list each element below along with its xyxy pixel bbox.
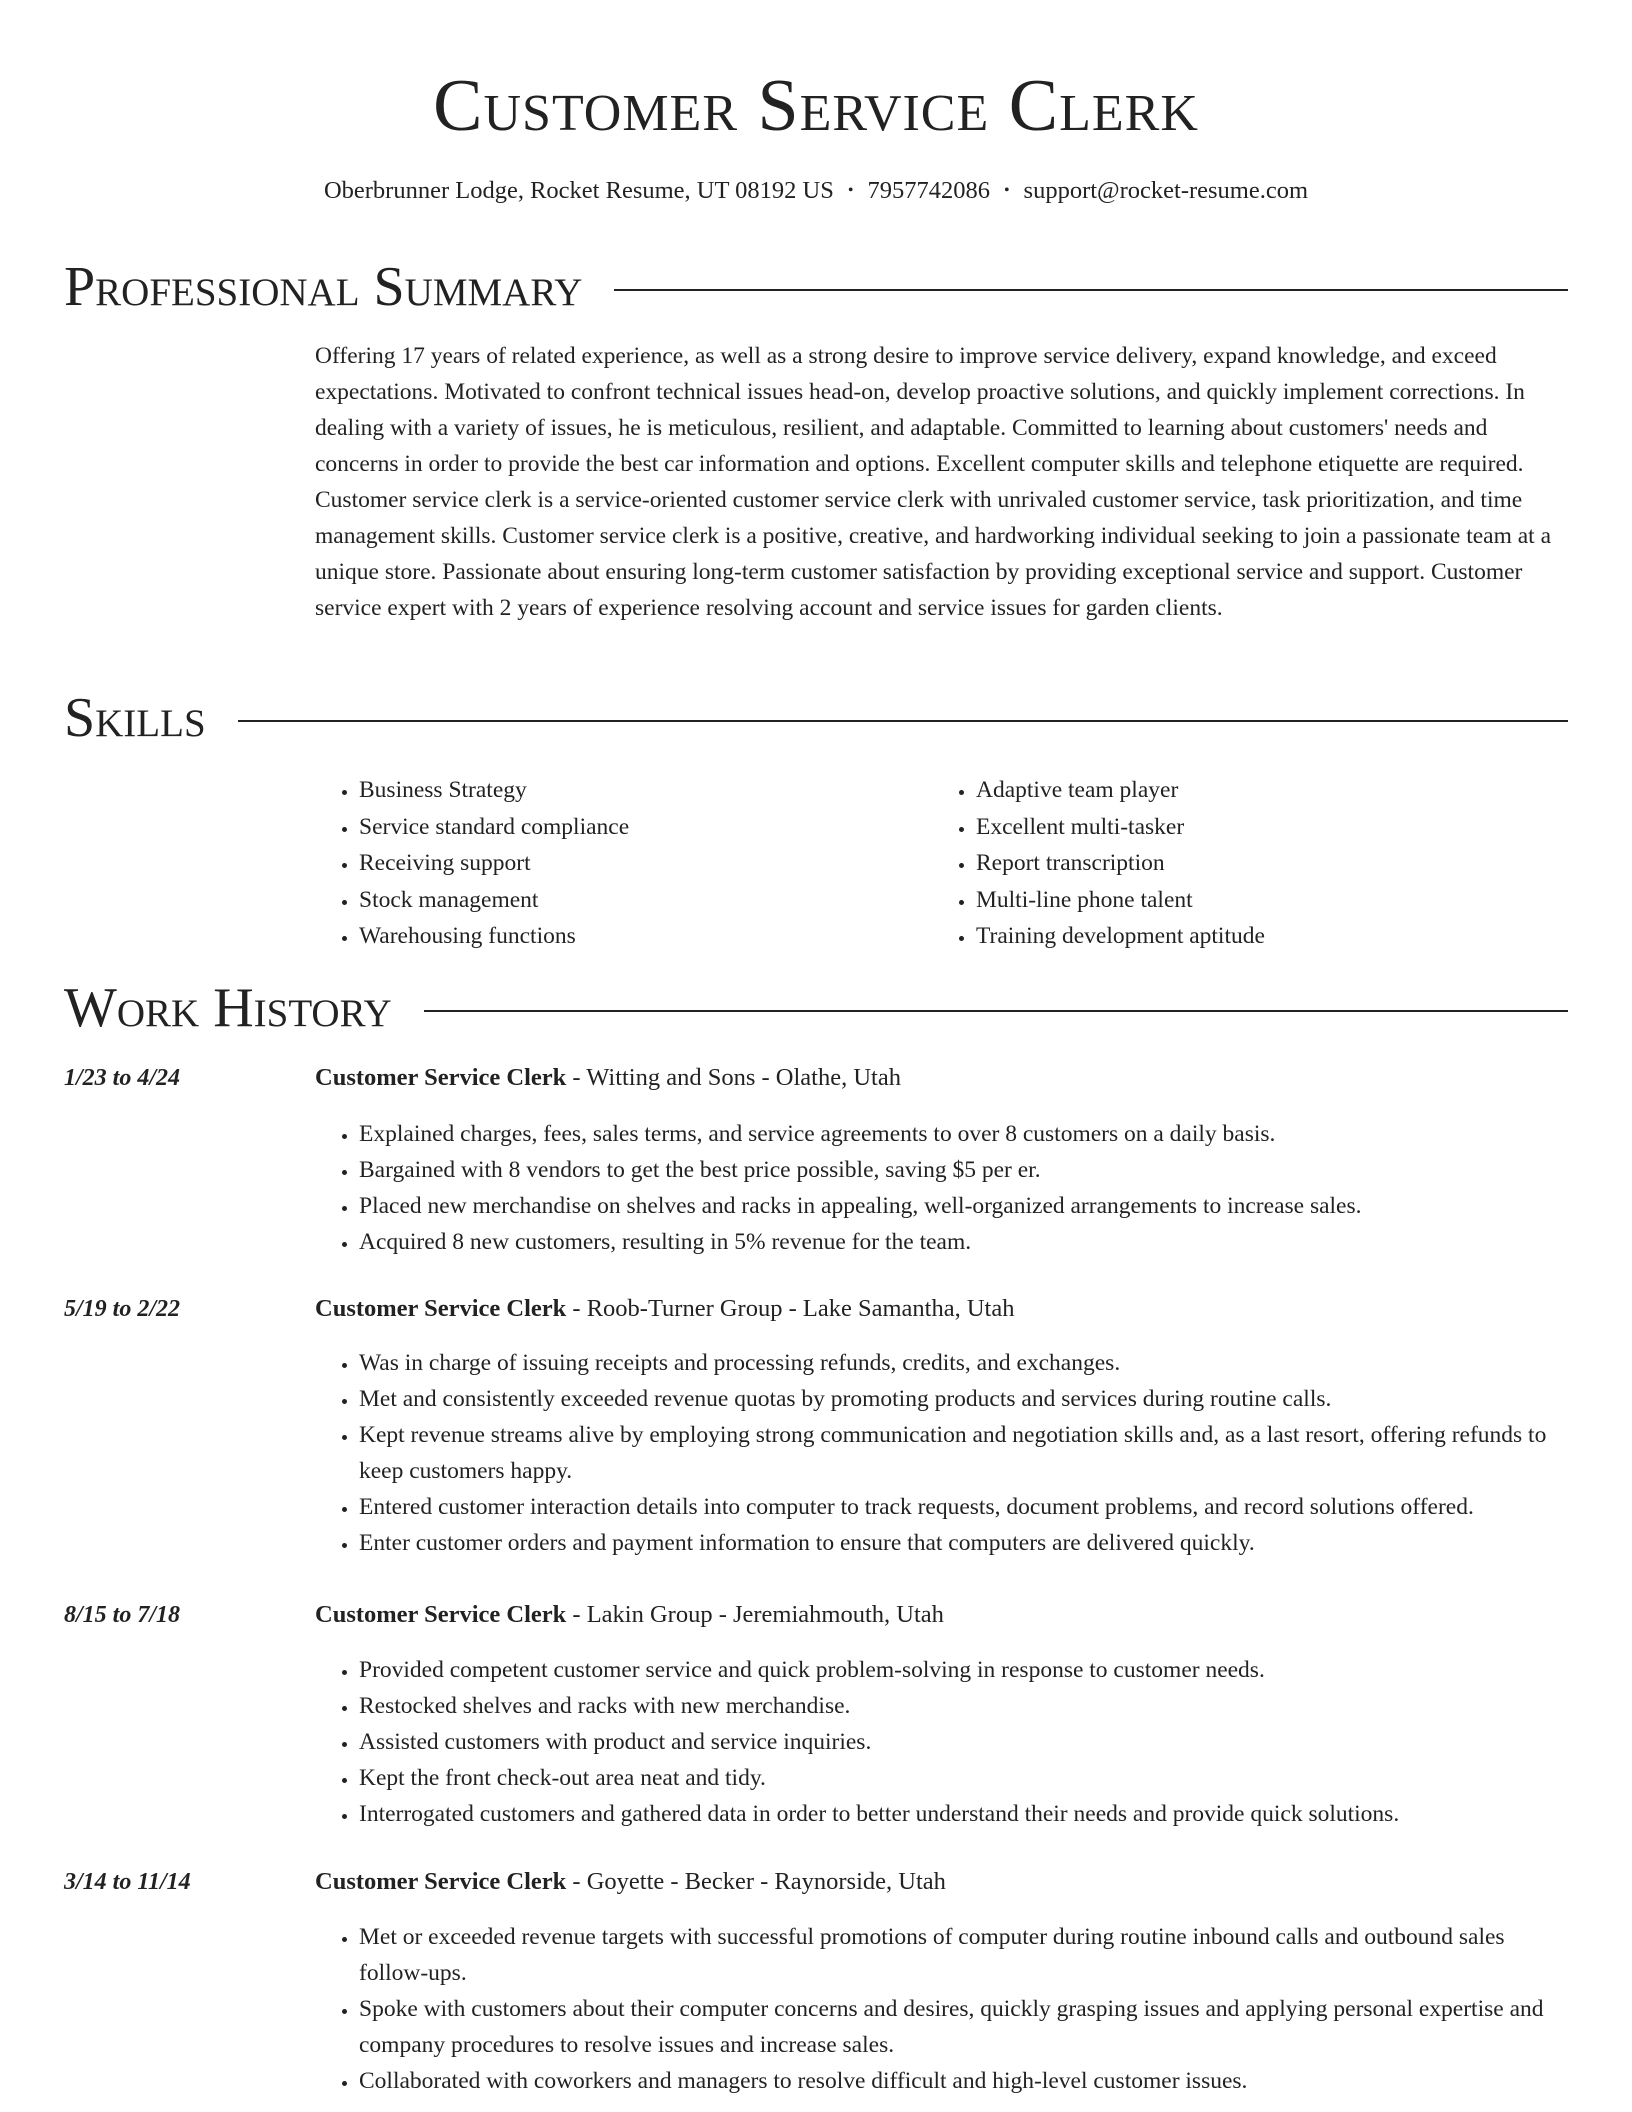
work-heading: Work History <box>64 977 392 1039</box>
summary-section-header <box>64 255 1568 319</box>
job-bullet: • Met and consistently exceeded revenue quotas by promoting products and services during routine calls. <box>359 1381 1571 1417</box>
candidate-name: Customer Service Clerk <box>433 65 1199 147</box>
contact-address: Oberbrunner Lodge, Rocket Resume, UT 08192 US <box>323 177 834 204</box>
job-bullet: • Kept the front check-out area neat and tidy. <box>359 1760 1571 1796</box>
job-employer: - Goyette - Becker - Raynorside, Utah <box>566 1868 946 1895</box>
summary-text: Offering 17 years of related experience, as well as a strong desire to improve service delivery, expand knowledge, and exceed expectations. Motivated to confront technical issues head-on, develop proactive solutions, and quickly implement corrections. In dealing with a variety of issues, he is meticulous, resilient, and adaptable. Committed to learning about customers' needs and concerns in order to provide the best car information and options. Excellent computer skills and telephone etiquette are required. Customer service clerk is a service-oriented customer service clerk with unrivaled customer service, task prioritization, and time management skills. Customer service clerk is a positive, creative, and hardworking individual seeking to join a passionate team at a unique store. Passionate about ensuring long-term customer satisfaction by providing exceptional service and support. Customer service expert with 2 years of experience resolving account and service issues for garden clients. <box>315 343 1552 621</box>
job-bullets <box>315 1919 1571 2099</box>
job-bullets <box>315 1116 1571 1260</box>
job-role: Customer Service Clerk <box>315 1868 567 1895</box>
contact-separator: • <box>1003 182 1010 199</box>
job-employer: - Roob-Turner Group - Lake Samantha, Utah <box>566 1295 1015 1322</box>
job-employer: - Witting and Sons - Olathe, Utah <box>566 1064 901 1091</box>
section-divider <box>424 1010 1568 1012</box>
job-role: Customer Service Clerk <box>315 1601 567 1628</box>
skill-item: • Report transcription <box>976 845 1549 882</box>
job-bullet: • Met or exceeded revenue targets with successful promotions of computer during routine inbound calls and outbound sales follow-ups. <box>359 1919 1571 1991</box>
job-bullet: • Entered customer interaction details into computer to track requests, document problems, and record solutions offered. <box>359 1489 1571 1525</box>
job-heading <box>315 1598 1571 1632</box>
contact-phone: 7957742086 <box>867 177 990 204</box>
skill-item: • Excellent multi-tasker <box>976 809 1549 846</box>
job-bullet: • Interrogated customers and gathered data in order to better understand their needs and provide quick solutions. <box>359 1796 1571 1832</box>
job-bullet: • Assisted customers with product and service inquiries. <box>359 1724 1571 1760</box>
job-dates: 8/15 to 7/18 <box>64 1602 181 1628</box>
work-section-header <box>64 976 1568 1040</box>
section-divider <box>238 720 1568 722</box>
skills-list-left <box>315 772 932 955</box>
job-heading <box>315 1865 1571 1899</box>
skill-item: • Adaptive team player <box>976 772 1549 809</box>
contact-email: support@rocket-resume.com <box>1023 177 1309 204</box>
skill-item: • Multi-line phone talent <box>976 882 1549 919</box>
contact-separator: • <box>847 182 854 199</box>
summary-heading: Professional Summary <box>64 256 583 318</box>
job-bullets <box>315 1345 1571 1561</box>
job-bullet: • Restocked shelves and racks with new merchandise. <box>359 1688 1571 1724</box>
job-bullet: • Placed new merchandise on shelves and racks in appealing, well-organized arrangements to increase sales. <box>359 1188 1571 1224</box>
job-bullet: • Enter customer orders and payment information to ensure that computers are delivered quickly. <box>359 1525 1571 1561</box>
skills-grid <box>315 772 1571 955</box>
skills-section-header <box>64 686 1568 750</box>
job-bullet: • Spoke with customers about their computer concerns and desires, quickly grasping issues and applying personal expertise and company procedures to resolve issues and increase sales. <box>359 1991 1571 2063</box>
job-heading <box>315 1061 1571 1095</box>
job-bullet: • Explained charges, fees, sales terms, and service agreements to over 8 customers on a daily basis. <box>359 1116 1571 1152</box>
job-bullet: • Kept revenue streams alive by employing strong communication and negotiation skills and, as a last resort, offering refunds to keep customers happy. <box>359 1417 1571 1489</box>
job-dates: 3/14 to 11/14 <box>64 1869 191 1895</box>
job-bullet: • Bargained with 8 vendors to get the best price possible, saving $5 per er. <box>359 1152 1571 1188</box>
section-divider <box>614 289 1568 291</box>
job-dates: 5/19 to 2/22 <box>64 1296 181 1322</box>
skill-item: • Receiving support <box>359 845 932 882</box>
contact-line <box>0 174 1632 208</box>
job-bullet: • Collaborated with coworkers and managers to resolve difficult and high-level customer issues. <box>359 2063 1571 2099</box>
skill-item: • Warehousing functions <box>359 918 932 955</box>
job-heading <box>315 1292 1571 1326</box>
skill-item: • Training development aptitude <box>976 918 1549 955</box>
job-bullet: • Provided competent customer service and quick problem-solving in response to customer needs. <box>359 1652 1571 1688</box>
skill-item: • Stock management <box>359 882 932 919</box>
job-bullet: • Acquired 8 new customers, resulting in 5% revenue for the team. <box>359 1224 1571 1260</box>
skill-item: • Service standard compliance <box>359 809 932 846</box>
skills-heading: Skills <box>64 687 206 749</box>
job-role: Customer Service Clerk <box>315 1064 567 1091</box>
job-employer: - Lakin Group - Jeremiahmouth, Utah <box>566 1601 944 1628</box>
job-bullets <box>315 1652 1571 1832</box>
job-bullet: • Was in charge of issuing receipts and processing refunds, credits, and exchanges. <box>359 1345 1571 1381</box>
skill-item: • Business Strategy <box>359 772 932 809</box>
skills-list-right <box>932 772 1549 955</box>
job-role: Customer Service Clerk <box>315 1295 567 1322</box>
job-dates: 1/23 to 4/24 <box>64 1065 181 1091</box>
